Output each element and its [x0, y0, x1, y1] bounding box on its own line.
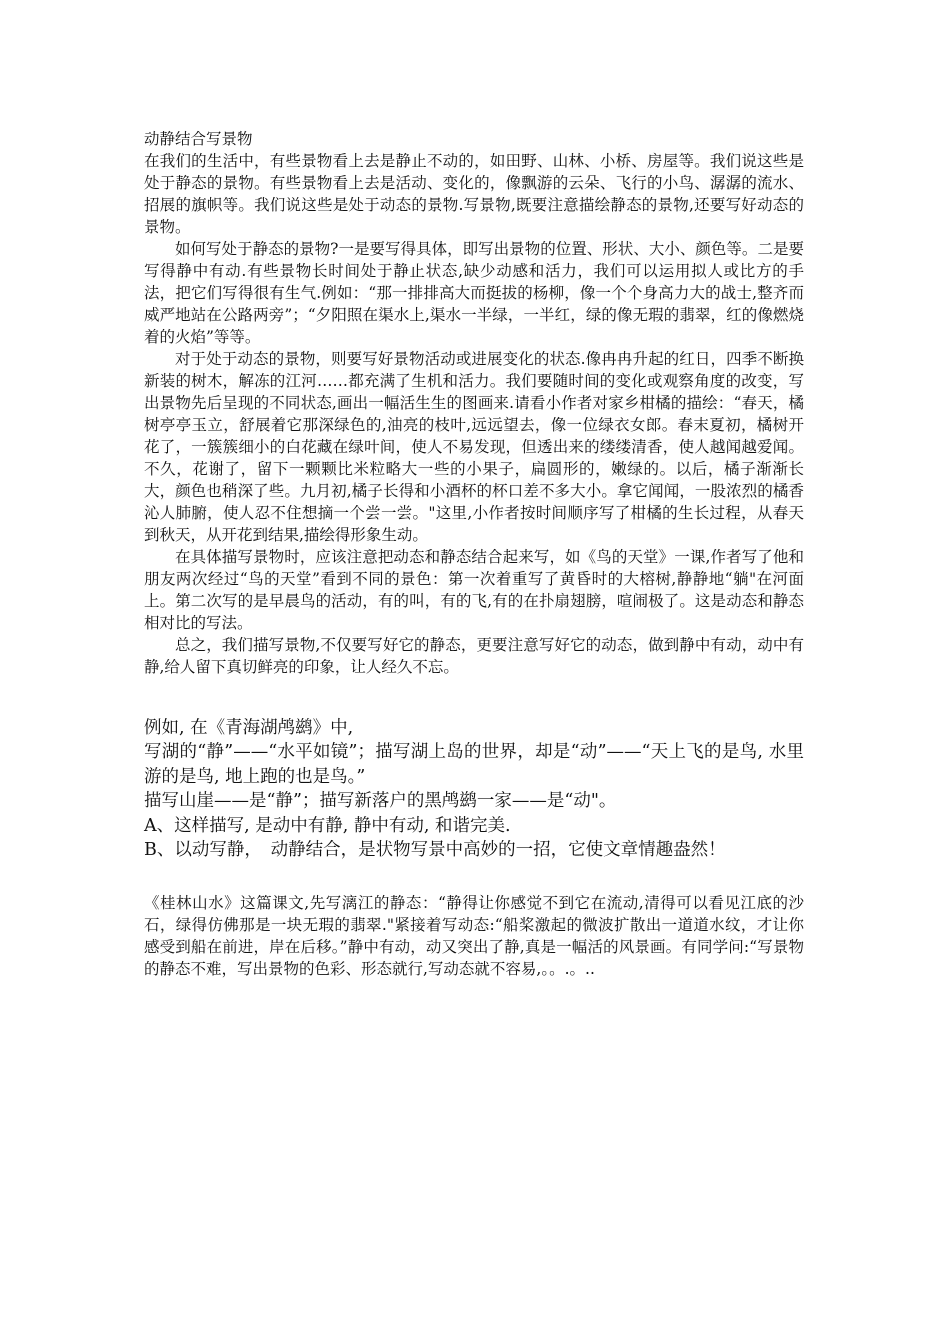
closing-paragraph: 《桂林山水》这篇课文,先写漓江的静态：“静得让你感觉不到它在流动,清得可以看见江底的沙石，绿得仿佛那是一块无瑕的翡翠."紧接着写动态:“船桨激起的微波扩散出一道道水纹，才让你感受到船在前进，岸在后移。”静中有动，动又突出了静,真是一幅活的风景画。有同学问:“写景物的静态不难，写出景物的色彩、形态就行,写动态就不容易,。。.。..: [144, 894, 804, 979]
document-page: [144, 128, 804, 980]
document-title: 动静结合写景物: [144, 130, 253, 148]
paragraph-summary: 总之，我们描写景物,不仅要写好它的静态，更要注意写好它的动态，做到静中有动，动中有静,给人留下真切鲜亮的印象，让人经久不忘。: [144, 636, 804, 676]
paragraph-static-scenery: 如何写处于静态的景物?一是要写得具体，即写出景物的位置、形状、大小、颜色等。二是要写得静中有动.有些景物长时间处于静止状态,缺少动感和活力，我们可以运用拟人或比方的手法，把它们写得很有生气.例如：“那一排排高大而挺拔的杨柳，像一个个身高力大的战士,整齐而威严地站在公路两旁”；“夕阳照在渠水上,渠水一半绿，一半红，绿的像无瑕的翡翠，红的像燃烧着的火焰”等等。: [144, 240, 804, 346]
example-line: A、这样描写, 是动中有静, 静中有动, 和谐完美.: [144, 815, 511, 836]
section-spacer: [144, 862, 804, 892]
paragraph-combined-writing: 在具体描写景物时，应该注意把动态和静态结合起来写，如《鸟的天堂》一课,作者写了他和朋友两次经过“鸟的天堂”看到不同的景色：第一次着重写了黄昏时的大榕树,静静地“躺"在河面上。第二次写的是早晨鸟的活动，有的叫，有的飞,有的在扑扇翅膀，喧闹极了。这是动态和静态相对比的写法。: [144, 548, 804, 632]
example-line: 描写山崖——是“静”；描写新落户的黑鸬鹚一家——是“动"。: [144, 791, 617, 812]
example-line: 例如, 在《青海湖鸬鹚》中,: [144, 718, 354, 738]
paragraph-dynamic-scenery: 对于处于动态的景物，则要写好景物活动或进展变化的状态.像冉冉升起的红日，四季不断换新装的树木，解冻的江河……都充满了生机和活力。我们要随时间的变化或观察角度的改变，写出景物先后呈现的不同状态,画出一幅活生生的图画来.请看小作者对家乡柑橘的描绘：“春天，橘树亭亭玉立，舒展着它那深绿色的,油亮的枝叶,远远望去，像一位绿衣女郎。春末夏初，橘树开花了，一簇簇细小的白花藏在绿叶间，使人不易发现，但透出来的缕缕清香，使人越闻越爱闻。不久，花谢了，留下一颗颗比米粒略大一些的小果子，扁圆形的，嫩绿的。以后，橘子渐渐长大，颜色也稍深了些。九月初,橘子长得和小酒杯的杯口差不多大小。拿它闻闻，一股浓烈的橘香沁人肺腑，使人忍不住想摘一个尝一尝。"这里,小作者按时间顺序写了柑橘的生长过程，从春天到秋天，从开花到结果,描绘得形象生动。: [144, 350, 804, 544]
example-line: B、以动写静， 动静结合，是状物写景中高妙的一招，它使文章情趣盎然！: [144, 840, 726, 861]
section-spacer: [144, 678, 804, 716]
paragraph-intro: 在我们的生活中，有些景物看上去是静止不动的，如田野、山林、小桥、房屋等。我们说这些是处于静态的景物。有些景物看上去是活动、变化的，像飘游的云朵、飞行的小鸟、潺潺的流水、招展的旗帜等。我们说这些是处于动态的景物.写景物,既要注意描绘静态的景物,还要写好动态的景物。: [144, 152, 804, 236]
example-line: 写湖的“静”——“水平如镜”；描写湖上岛的世界，却是“动”——“天上飞的是鸟, 水里游的是鸟, 地上跑的也是鸟。”: [144, 742, 804, 787]
example-block: [144, 716, 804, 862]
